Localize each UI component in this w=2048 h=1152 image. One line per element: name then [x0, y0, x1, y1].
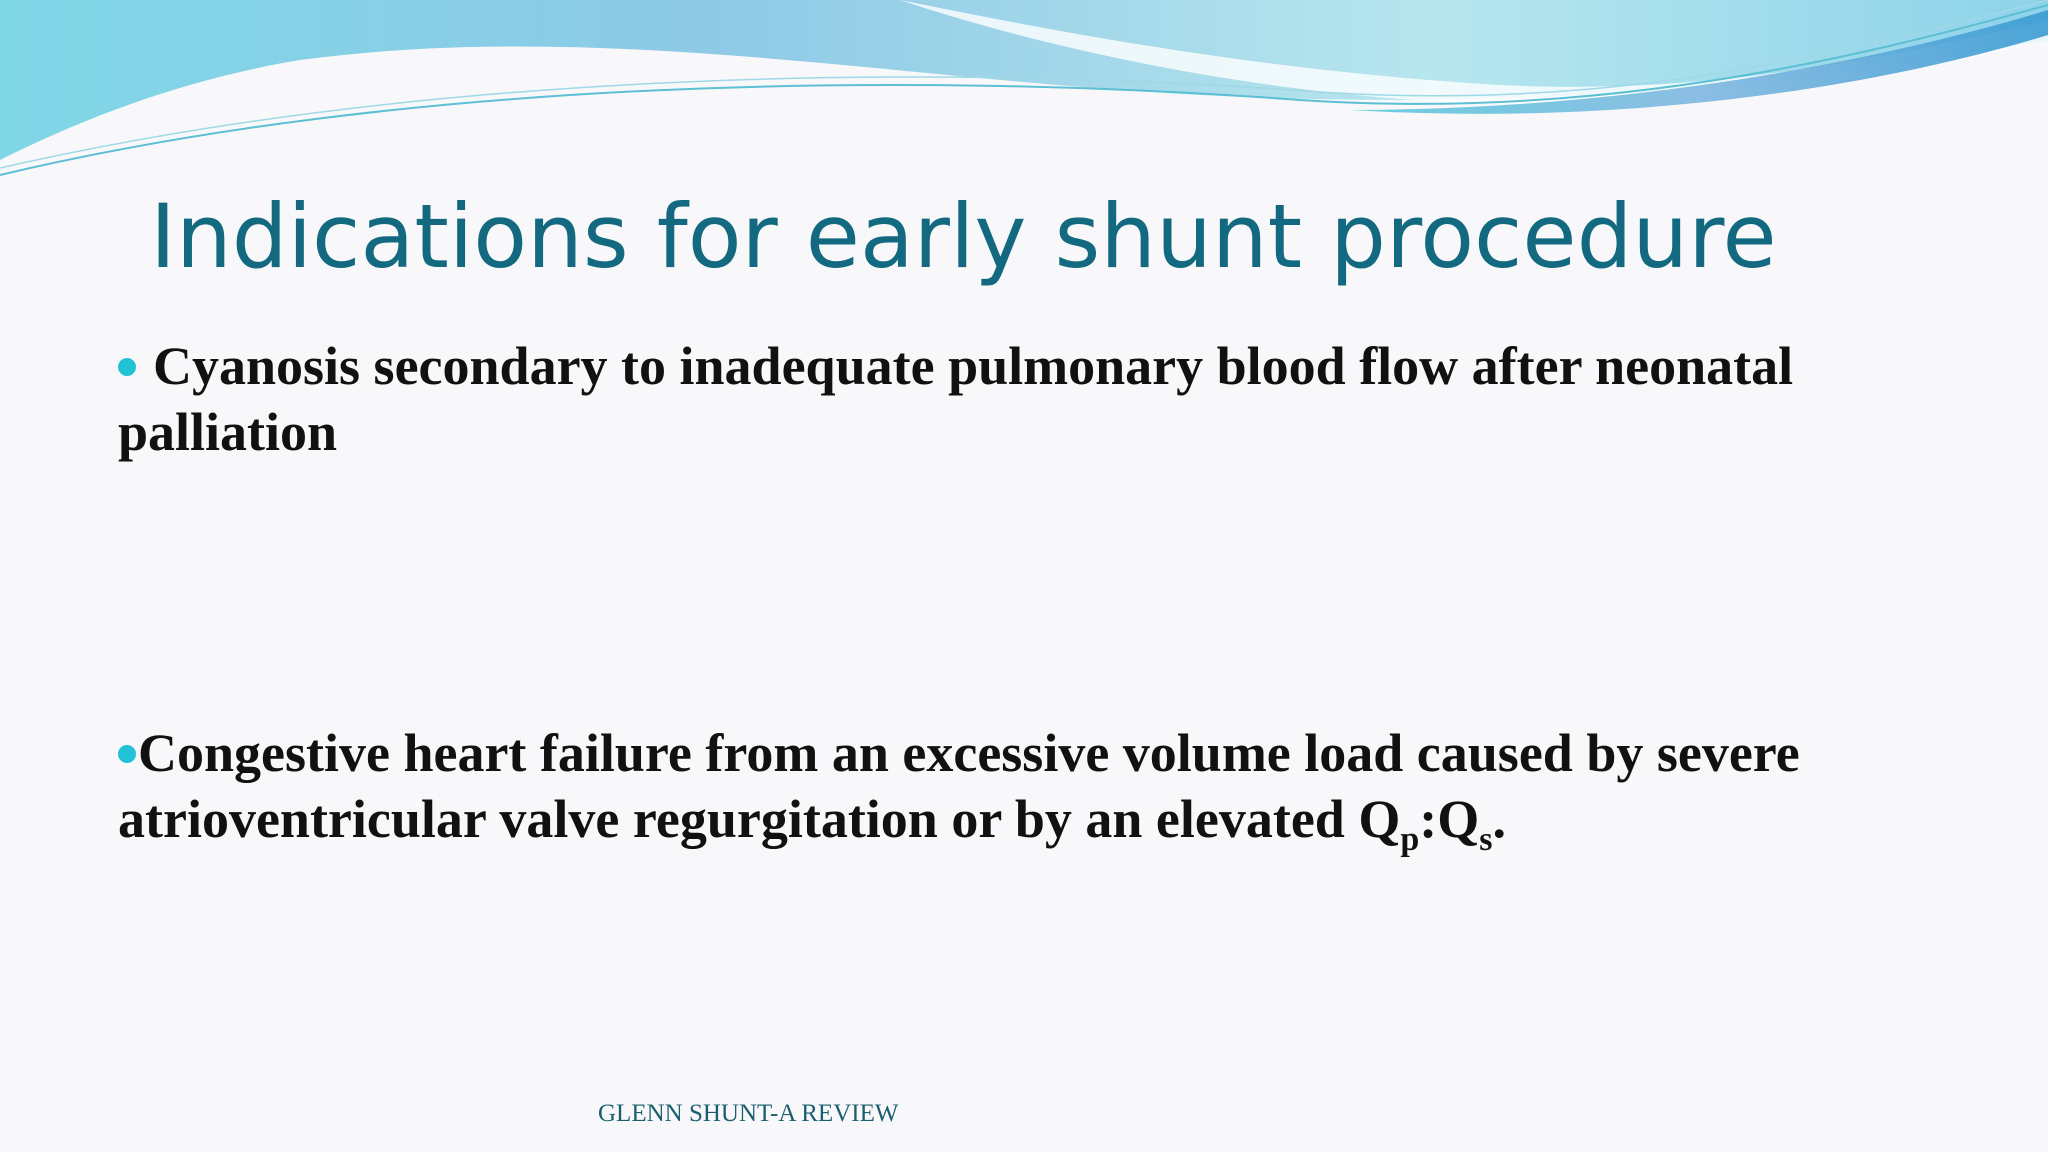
- slide-footer: GLENN SHUNT-A REVIEW: [598, 1100, 899, 1127]
- sentence-end: .: [1492, 789, 1506, 849]
- ratio-separator: :Q: [1419, 789, 1480, 849]
- subscript-s: s: [1479, 821, 1493, 858]
- bullet-item-heart-failure: [118, 720, 1958, 858]
- bullet-dot-icon: [118, 745, 136, 763]
- header-wave-decoration: [0, 0, 2048, 190]
- bullet-text: Cyanosis secondary to inadequate pulmonary blood flow after neonatal palliation: [118, 336, 1794, 462]
- bullet-text: Congestive heart failure from an excessive volume load caused by severe atrioventricular valve regurgitation or by an elevated Q: [118, 723, 1800, 849]
- bullet-dot-icon: [118, 358, 136, 376]
- bullet-item-cyanosis: [118, 333, 1958, 465]
- subscript-p: p: [1400, 821, 1420, 858]
- slide-title: Indications for early shunt procedure: [150, 185, 1777, 288]
